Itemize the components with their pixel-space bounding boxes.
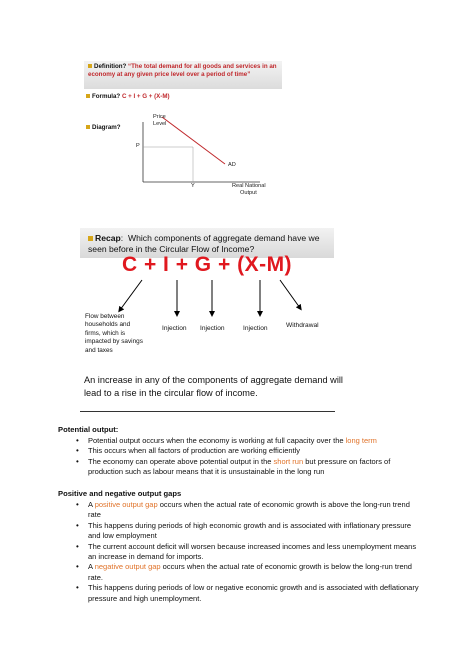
c-note-line: households and: [85, 321, 131, 329]
y-label: Y: [191, 183, 195, 189]
ad-curve: [162, 117, 225, 164]
positive-gap-highlight: positive output gap: [94, 500, 158, 509]
c-note: [85, 313, 175, 355]
recap-text: Recap: Which components of aggregate demand have we seen before in the Circular Flow of Income?: [88, 233, 320, 254]
list-item: • The economy can operate above potential output in the short run but pressure on factors of production such as labour means that it is unsustainable in the long run: [74, 457, 424, 478]
formula-value: C + I + G + (X-M): [121, 93, 170, 100]
g-label: Injection: [200, 325, 225, 332]
recap-statement: An increase in any of the components of aggregate demand will lead to a rise in the circular flow of income.: [84, 375, 343, 398]
list-item: • This happens during periods of high economic growth and is associated with inflationary pressure and low employment: [74, 521, 419, 542]
list-item: • Potential output occurs when the economy is working at full capacity over the long term: [74, 436, 424, 446]
c-note-line: impacted by savings: [85, 338, 143, 346]
diagram-label: Diagram?: [92, 124, 121, 131]
recap-label: Recap: [95, 233, 121, 243]
diagram-label-line: [86, 124, 121, 131]
formula-line: [86, 93, 170, 100]
c-note-line: Flow between: [85, 313, 125, 320]
long-term-highlight: long term: [345, 436, 377, 445]
bullet-square-icon: [86, 94, 90, 98]
y-axis-label-2: Level: [153, 121, 167, 127]
p-label: P: [136, 143, 140, 149]
bullet-square-icon: [88, 236, 93, 241]
c-note-line: and taxes: [85, 346, 113, 354]
list-item: • This happens during periods of low or negative economic growth and is associated with deflationary pressure and high unemployment.: [74, 583, 419, 604]
definition-label: Definition?: [94, 63, 127, 70]
potential-list: [74, 436, 424, 478]
gaps-title: Positive and negative output gaps: [58, 489, 182, 498]
recap-question: Which components of aggregate demand have we seen before in the Circular Flow of Income?: [88, 233, 320, 254]
x-axis-label-2: Output: [240, 190, 257, 196]
negative-gap-highlight: negative output gap: [94, 562, 161, 572]
bullet-square-icon: [86, 125, 90, 129]
recap-formula: C + I + G + (X-M): [121, 253, 293, 276]
divider: [80, 411, 335, 412]
short-run-highlight: short run: [273, 456, 304, 466]
definition-text: “The total demand for all goods and services in an economy at any given price level over a period of time”: [88, 63, 277, 78]
m-arrow: [280, 280, 300, 308]
x-label: Injection: [243, 325, 268, 332]
c-note-line: firms, which is: [85, 329, 126, 337]
list-item: • The current account deficit will worsen because increased incomes and less unemployment means an increase in demand for imports.: [74, 542, 419, 563]
bullet-square-icon: [88, 64, 92, 68]
y-axis-label-1: Price: [153, 114, 166, 120]
x-axis-label-1: Real National: [232, 183, 266, 189]
i-label: Injection: [162, 325, 187, 332]
m-label: Withdrawal: [286, 322, 319, 329]
list-item: • A negative output gap occurs when the actual rate of economic growth is below the long-run trend rate.: [74, 562, 419, 583]
potential-title: Potential output:: [58, 425, 119, 434]
formula-label: Formula?: [92, 93, 121, 100]
list-item: • A positive output gap occurs when the actual rate of economic growth is above the long-run trend rate: [74, 500, 419, 521]
c-arrow: [120, 280, 142, 310]
list-item: • This occurs when all factors of production are working efficiently: [74, 446, 424, 456]
ad-label: AD: [228, 162, 236, 168]
gaps-list: [74, 500, 419, 604]
definition-banner: [84, 61, 282, 89]
